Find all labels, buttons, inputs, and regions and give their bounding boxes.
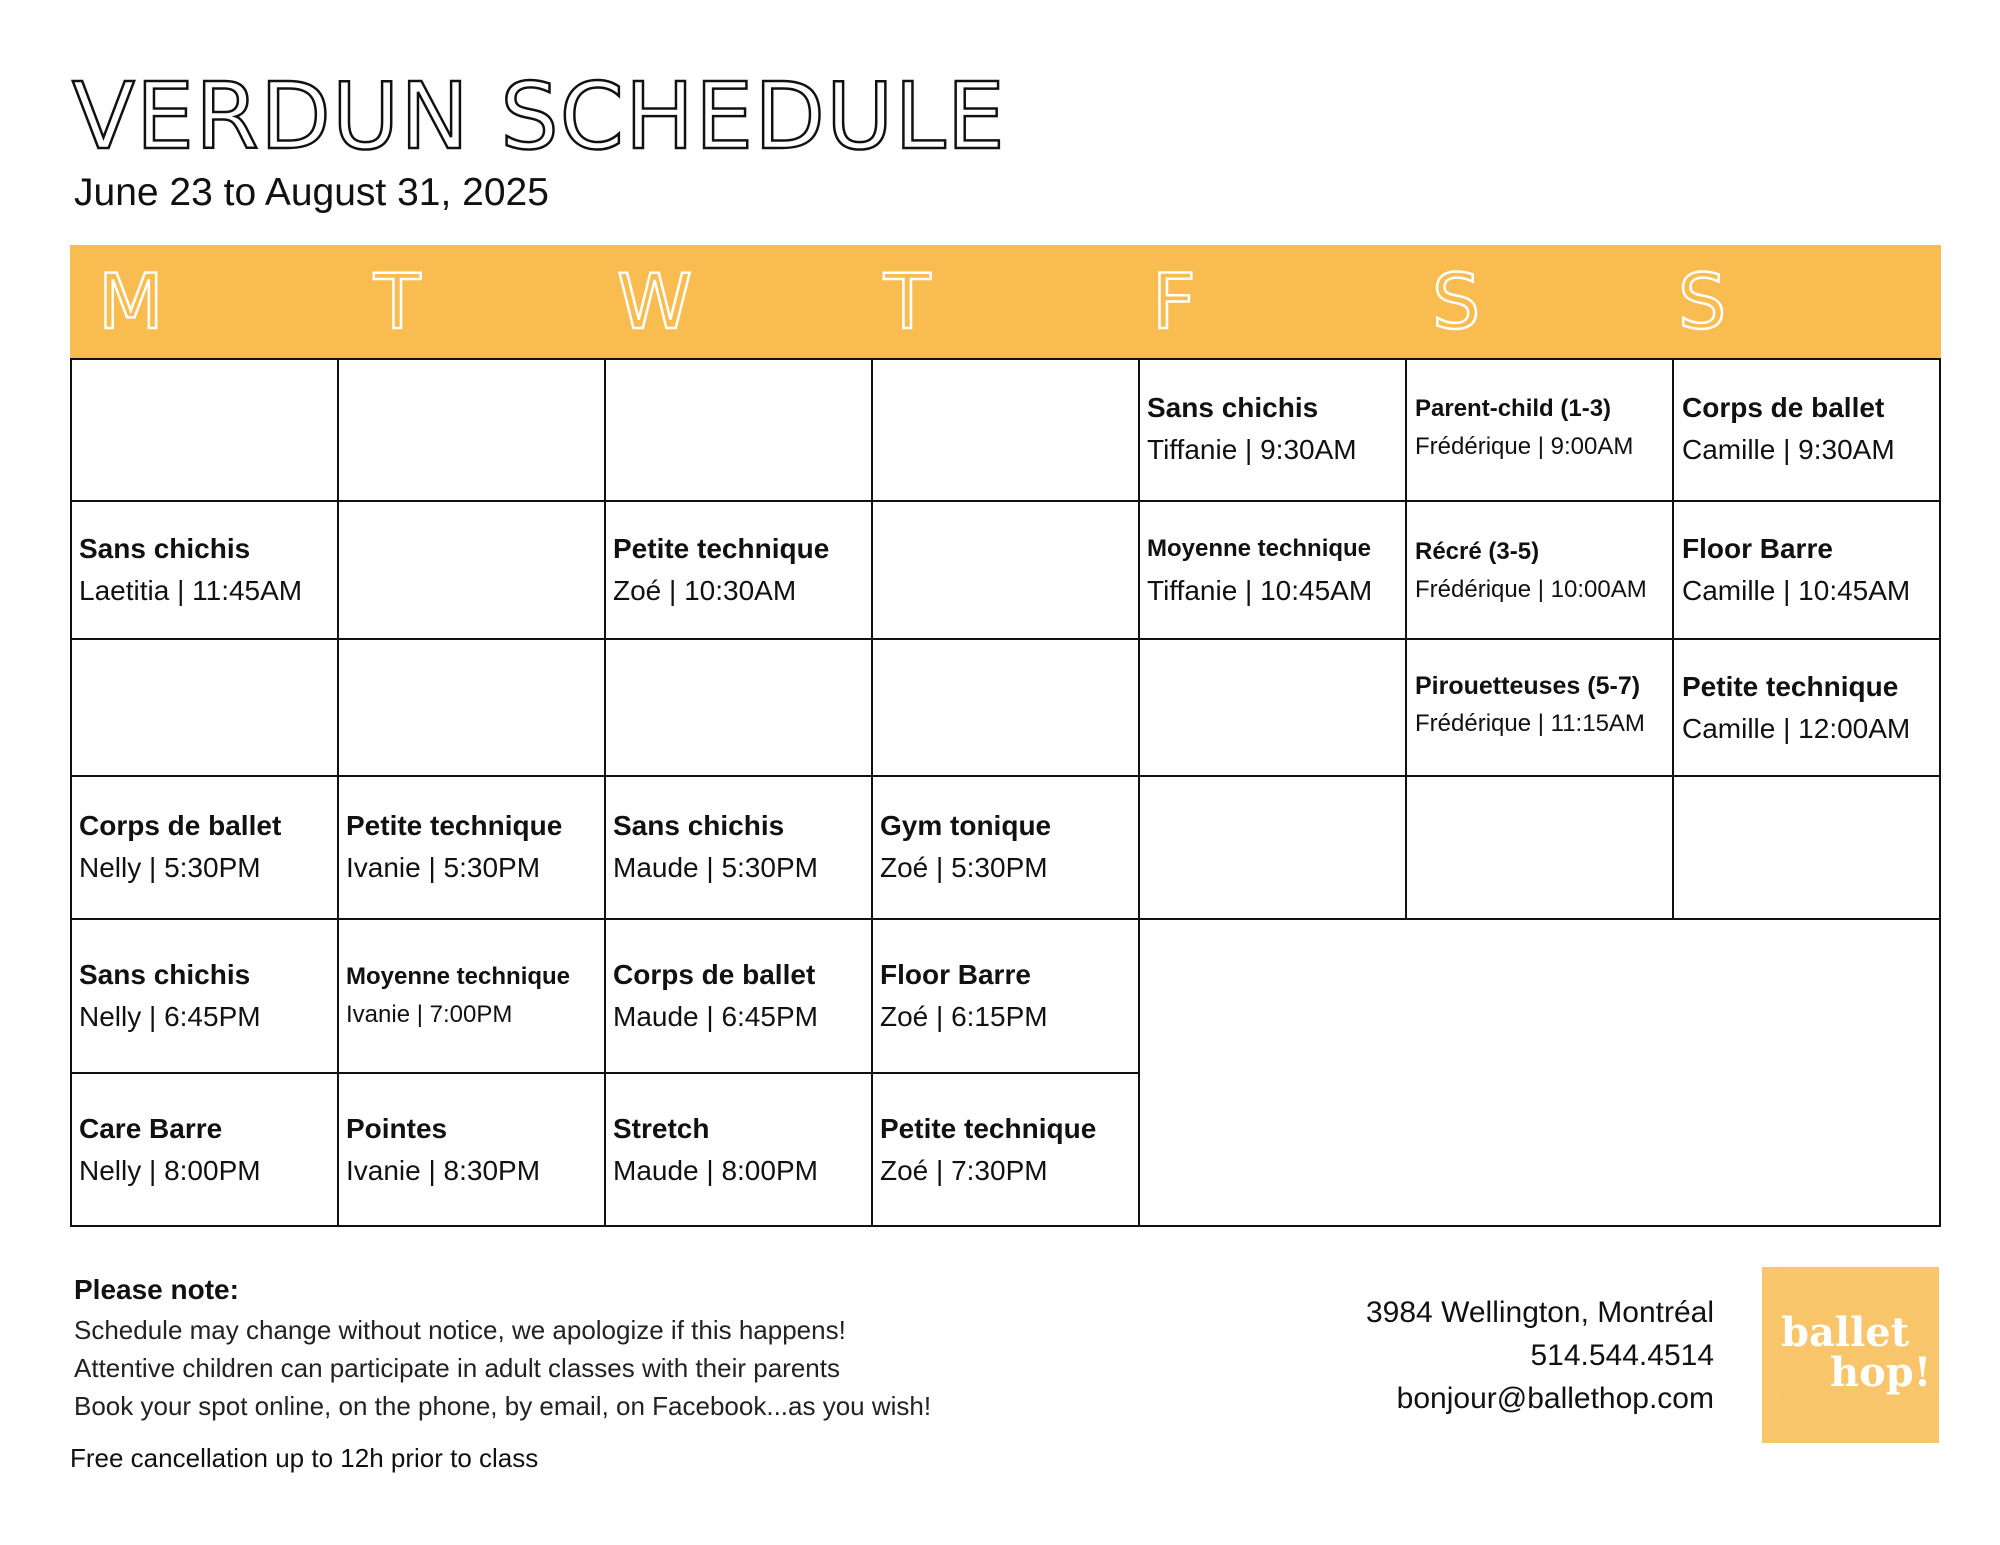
class-cell xyxy=(1682,389,1895,469)
grid-line xyxy=(70,775,1941,777)
grid-line xyxy=(1939,358,1941,1227)
class-cell xyxy=(613,530,829,610)
class-cell xyxy=(1415,669,1645,741)
class-instructor-time: Laetitia | 11:45AM xyxy=(79,575,303,606)
class-instructor-time: Ivanie | 5:30PM xyxy=(346,852,541,883)
class-instructor-time: Tiffanie | 10:45AM xyxy=(1147,575,1373,606)
class-cell xyxy=(1682,530,1910,610)
class-instructor-time: Nelly | 6:45PM xyxy=(79,1001,261,1032)
logo-word: hop! xyxy=(1830,1349,1932,1396)
ballet-hop-logo xyxy=(1762,1267,1939,1443)
grid-line xyxy=(1672,358,1674,919)
class-name: Récré (3-5) xyxy=(1415,538,1540,565)
grid-line xyxy=(70,358,1941,360)
grid-line xyxy=(70,918,1941,920)
grid-line xyxy=(70,500,1941,502)
note-line: Book your spot online, on the phone, by email, on Facebook...as you wish! xyxy=(74,1391,932,1421)
class-instructor-time: Camille | 9:30AM xyxy=(1682,434,1895,465)
class-instructor-time: Frédérique | 10:00AM xyxy=(1415,576,1647,603)
class-name: Sans chichis xyxy=(79,533,251,564)
class-name: Moyenne technique xyxy=(1147,535,1372,562)
email-address: bonjour@ballethop.com xyxy=(1396,1382,1714,1415)
class-cell xyxy=(613,956,818,1036)
class-cell xyxy=(880,1110,1096,1190)
class-name: Pointes xyxy=(346,1113,448,1144)
grid-line xyxy=(70,358,72,1227)
class-cell xyxy=(79,807,281,887)
class-instructor-time: Frédérique | 11:15AM xyxy=(1415,710,1645,737)
logo-word: ballet xyxy=(1781,1309,1910,1356)
class-instructor-time: Maude | 5:30PM xyxy=(613,852,818,883)
class-name: Petite technique xyxy=(613,533,830,564)
grid-line xyxy=(1138,358,1140,1227)
class-name: Petite technique xyxy=(880,1113,1097,1144)
notes-heading: Please note: xyxy=(74,1274,239,1305)
class-cell xyxy=(346,1110,540,1190)
class-cell xyxy=(79,530,302,610)
class-name: Stretch xyxy=(613,1113,710,1144)
class-instructor-time: Zoé | 6:15PM xyxy=(880,1001,1048,1032)
class-cell xyxy=(613,1110,818,1190)
class-name: Pirouetteuses (5-7) xyxy=(1415,672,1641,700)
class-instructor-time: Maude | 6:45PM xyxy=(613,1001,818,1032)
day-friday: F xyxy=(1152,257,1196,346)
class-name: Parent-child (1-3) xyxy=(1415,395,1612,422)
class-instructor-time: Maude | 8:00PM xyxy=(613,1155,818,1186)
phone-number: 514.544.4514 xyxy=(1530,1339,1714,1372)
day-sunday: S xyxy=(1678,257,1727,346)
class-name: Sans chichis xyxy=(613,810,785,841)
class-name: Gym tonique xyxy=(880,810,1052,841)
class-cell xyxy=(1415,535,1647,607)
class-instructor-time: Frédérique | 9:00AM xyxy=(1415,433,1634,460)
note-line: Schedule may change without notice, we apologize if this happens! xyxy=(74,1315,846,1345)
class-name: Sans chichis xyxy=(1147,392,1319,423)
note-line: Attentive children can participate in adult classes with their parents xyxy=(74,1353,840,1383)
grid-line xyxy=(70,1225,1941,1227)
class-instructor-time: Ivanie | 8:30PM xyxy=(346,1155,541,1186)
class-name: Sans chichis xyxy=(79,959,251,990)
class-instructor-time: Zoé | 7:30PM xyxy=(880,1155,1048,1186)
grid-line xyxy=(70,638,1941,640)
grid-line xyxy=(871,358,873,1227)
grid-line xyxy=(337,358,339,1227)
class-name: Floor Barre xyxy=(1682,533,1833,564)
class-cell xyxy=(346,960,570,1032)
day-monday: M xyxy=(98,257,164,346)
class-name: Care Barre xyxy=(79,1113,223,1144)
class-cell xyxy=(613,807,818,887)
class-name: Corps de ballet xyxy=(613,959,816,990)
class-name: Petite technique xyxy=(346,810,563,841)
class-instructor-time: Tiffanie | 9:30AM xyxy=(1147,434,1357,465)
class-instructor-time: Zoé | 5:30PM xyxy=(880,852,1048,883)
cancellation-note: Free cancellation up to 12h prior to class xyxy=(70,1443,539,1473)
class-name: Corps de ballet xyxy=(1682,392,1885,423)
class-instructor-time: Ivanie | 7:00PM xyxy=(346,1001,513,1028)
class-instructor-time: Camille | 10:45AM xyxy=(1682,575,1911,606)
class-cell xyxy=(1147,389,1357,469)
class-name: Floor Barre xyxy=(880,959,1031,990)
class-instructor-time: Camille | 12:00AM xyxy=(1682,713,1911,744)
class-name: Corps de ballet xyxy=(79,810,282,841)
class-cell xyxy=(79,956,261,1036)
class-instructor-time: Zoé | 10:30AM xyxy=(613,575,797,606)
day-tuesday: T xyxy=(374,257,421,346)
day-thursday: T xyxy=(884,257,931,346)
class-cell xyxy=(346,807,562,887)
day-saturday: S xyxy=(1432,257,1481,346)
date-range: June 23 to August 31, 2025 xyxy=(74,171,549,214)
class-cell xyxy=(79,1110,261,1190)
grid-line xyxy=(1405,358,1407,919)
notes-list xyxy=(74,1311,931,1425)
class-name: Petite technique xyxy=(1682,671,1899,702)
address: 3984 Wellington, Montréal xyxy=(1366,1296,1714,1329)
contact-info xyxy=(1366,1291,1714,1420)
grid-line xyxy=(604,358,606,1227)
class-cell xyxy=(1147,530,1372,610)
day-wednesday: W xyxy=(617,257,693,346)
class-instructor-time: Nelly | 8:00PM xyxy=(79,1155,261,1186)
class-cell xyxy=(1682,668,1910,748)
page-title: VERDUN SCHEDULE xyxy=(72,63,1006,170)
class-cell xyxy=(1415,392,1633,464)
class-name: Moyenne technique xyxy=(346,963,571,990)
class-cell xyxy=(880,807,1051,887)
class-instructor-time: Nelly | 5:30PM xyxy=(79,852,261,883)
class-cell xyxy=(880,956,1048,1036)
